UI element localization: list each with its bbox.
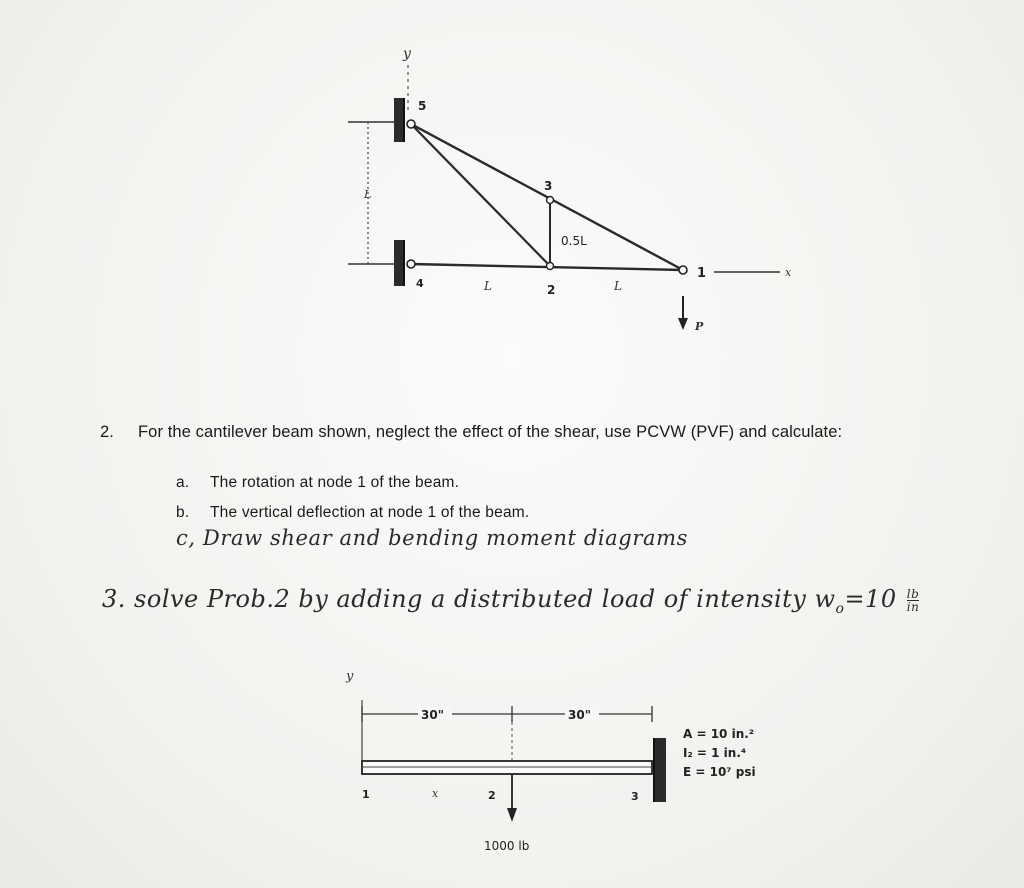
- problem-3-text: solve Prob.2 by adding a distributed load of intensity w: [134, 585, 836, 613]
- segment-label-left: L: [484, 279, 492, 293]
- problem-2-number: 2.: [100, 423, 114, 441]
- node-label-5: 5: [418, 99, 427, 113]
- y-axis-label: y: [403, 46, 411, 62]
- item-b-text: The vertical deflection at node 1 of the beam.: [210, 504, 530, 521]
- beam-node-label-1: 1: [362, 788, 370, 801]
- x-axis-label: x: [785, 266, 792, 279]
- item-a-text: The rotation at node 1 of the beam.: [210, 474, 460, 491]
- problem-2-item-c-handwritten: c, Draw shear and bending moment diagrams: [176, 526, 688, 550]
- beam-node-label-3: 3: [631, 790, 639, 803]
- node-label-1: 1: [697, 266, 707, 281]
- problem-3-number: 3.: [102, 585, 126, 613]
- unit-numerator: lb: [906, 587, 920, 601]
- segment-label-right: L: [614, 279, 622, 293]
- beam-dim-right-label: 30": [568, 708, 591, 722]
- problem-3-subscript: o: [835, 600, 845, 617]
- beam-load-arrow-head: [507, 808, 517, 822]
- property-inertia: I₂ = 1 in.⁴: [683, 746, 747, 760]
- beam-load-label: 1000 lb: [484, 839, 530, 853]
- beam-dim-left-label: 30": [421, 708, 444, 722]
- item-b-marker: b.: [176, 504, 190, 521]
- beam-y-axis-label: y: [346, 669, 354, 684]
- problem-3-equals: =10: [844, 585, 897, 613]
- node-label-4: 4: [416, 277, 424, 290]
- load-label-P: P: [695, 320, 704, 333]
- beam-wall-support: [654, 738, 666, 802]
- node-label-2: 2: [547, 283, 556, 297]
- beam-node-label-2: 2: [488, 789, 496, 802]
- problem-2-statement: For the cantilever beam shown, neglect the effect of the shear, use PCVW (PVF) and calculate:: [138, 423, 843, 441]
- property-modulus: E = 10⁷ psi: [683, 765, 756, 779]
- property-area: A = 10 in.²: [683, 727, 755, 741]
- dim-label-L: L: [364, 188, 372, 201]
- node-label-3: 3: [544, 179, 553, 193]
- item-a-marker: a.: [176, 474, 190, 491]
- unit-denominator: in: [906, 600, 920, 614]
- beam-x-label: x: [432, 787, 439, 800]
- member-length-label: 0.5L: [561, 234, 587, 248]
